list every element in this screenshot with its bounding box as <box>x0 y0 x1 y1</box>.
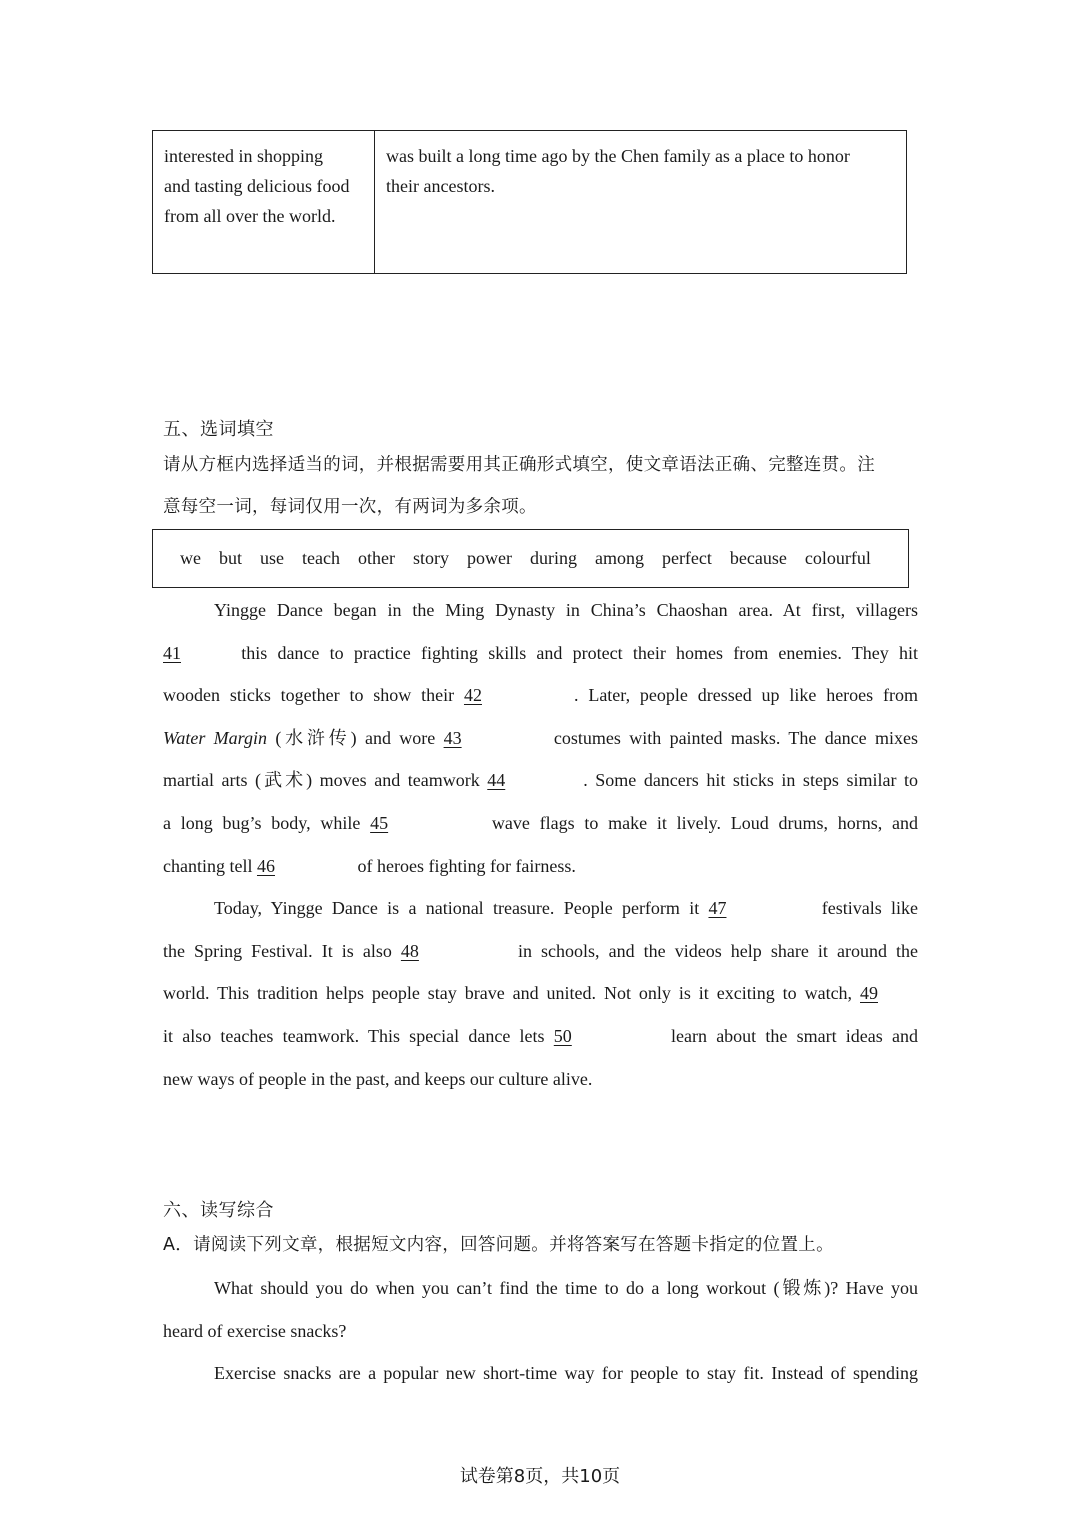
blank-50[interactable]: 50 <box>553 1025 572 1046</box>
word-item: other <box>357 548 395 568</box>
word-item: we <box>180 548 201 568</box>
word-bank <box>152 529 909 588</box>
blank-46[interactable]: 46 <box>256 855 275 876</box>
passage-line: Today, Yingge Dance is a national treasure. People perform it 47 festivals like <box>163 887 918 930</box>
word-item: because <box>729 548 787 568</box>
blank-41[interactable]: 41 <box>163 642 181 663</box>
reading-passage <box>163 1267 918 1395</box>
word-item: story <box>412 548 449 568</box>
word-item: teach <box>302 548 340 568</box>
passage-line: chanting tell 46 of heroes fighting for fairness. <box>163 845 918 888</box>
blank-44[interactable]: 44 <box>487 770 506 791</box>
passage <box>163 589 918 1100</box>
table-line: their ancestors. <box>386 176 495 196</box>
blank-47[interactable]: 47 <box>708 898 727 919</box>
passage-line: a long bug’s body, while 45 wave flags to make it lively. Loud drums, horns, and <box>163 802 918 845</box>
passage-line: it also teaches teamwork. This special dance lets 50 learn about the smart ideas and <box>163 1015 918 1058</box>
passage-line: What should you do when you can’t find the time to do a long workout (锻炼)? Have you <box>214 1278 918 1298</box>
instruction-line: 意每空一词，每词仅用一次，有两词为多余项。 <box>163 497 537 517</box>
table-line: and tasting delicious food <box>164 176 350 196</box>
table-cell-right <box>375 131 906 273</box>
section-6-title: 六、读写综合 <box>163 1200 274 1221</box>
info-table <box>152 130 907 274</box>
table-line: was built a long time ago by the Chen family as a place to honor <box>386 146 850 166</box>
word-item: but <box>219 548 243 568</box>
section-5-title: 五、选词填空 <box>163 419 274 440</box>
blank-48[interactable]: 48 <box>400 940 419 961</box>
table-line: from all over the world. <box>164 206 336 226</box>
word-item: during <box>529 548 577 568</box>
word-item: power <box>466 548 512 568</box>
passage-line: 41 this dance to practice fighting skills and protect their homes from enemies. They hit <box>163 632 918 675</box>
blank-45[interactable]: 45 <box>370 812 389 833</box>
passage-line: heard of exercise snacks? <box>163 1320 347 1341</box>
passage-line: world. This tradition helps people stay brave and united. Not only is it exciting to watch, 49 <box>163 972 918 1015</box>
passage-line: Exercise snacks are a popular new short-time way for people to stay fit. Instead of spending <box>214 1363 918 1384</box>
passage-line: martial arts (武术) moves and teamwork 44 . Some dancers hit sticks in steps similar to <box>163 759 918 802</box>
word-item: colourful <box>804 548 871 568</box>
passage-line: Yingge Dance began in the Ming Dynasty in China’s Chaoshan area. At first, villagers <box>214 600 918 620</box>
word-item: perfect <box>661 548 712 568</box>
section-5-instruction <box>163 444 918 528</box>
passage-line: new ways of people in the past, and keeps our culture alive. <box>163 1068 593 1089</box>
table-cell-left <box>153 131 375 273</box>
passage-line: Water Margin (水浒传) and wore 43 costumes with painted masks. The dance mixes <box>163 717 918 760</box>
passage-line: wooden sticks together to show their 42 . Later, people dressed up like heroes from <box>163 674 918 717</box>
word-item: among <box>594 548 644 568</box>
word-item: use <box>260 548 285 568</box>
instruction-line: 请从方框内选择适当的词，并根据需要用其正确形式填空，使文章语法正确、完整连贯。注 <box>163 455 875 475</box>
blank-42[interactable]: 42 <box>463 685 482 706</box>
section-6-instruction: A．请阅读下列文章，根据短文内容，回答问题。并将答案写在答题卡指定的位置上。 <box>163 1235 834 1255</box>
table-line: interested in shopping <box>164 146 323 166</box>
passage-line: the Spring Festival. It is also 48 in schools, and the videos help share it around the <box>163 930 918 973</box>
page-footer: 试卷第8页，共10页 <box>459 1466 621 1487</box>
blank-49[interactable]: 49 <box>860 983 878 1004</box>
blank-43[interactable]: 43 <box>443 727 462 748</box>
